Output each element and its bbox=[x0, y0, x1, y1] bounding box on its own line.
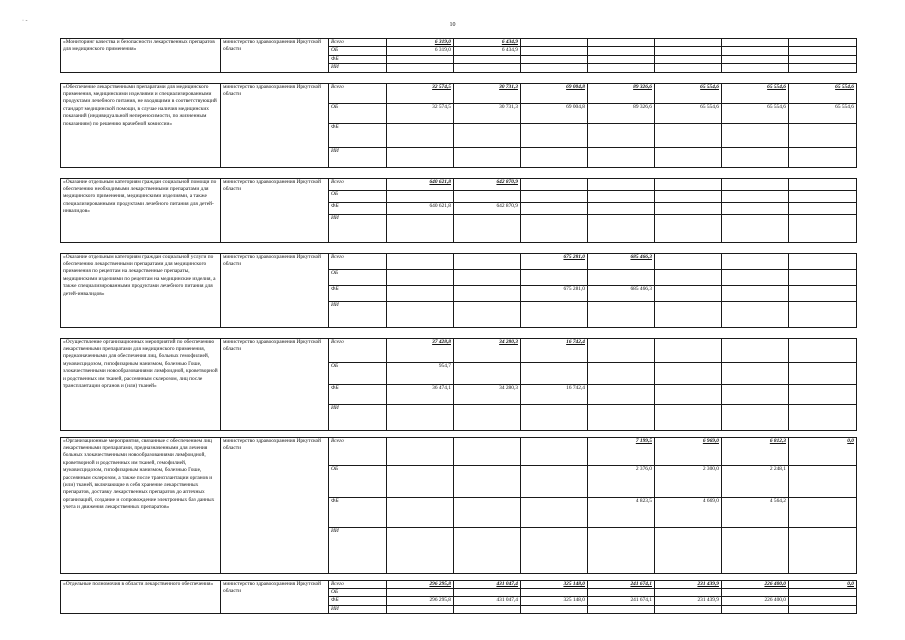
amount-cell: 296 295,8 bbox=[387, 580, 454, 588]
executor-name: министерство здравоохранения Иркутской области bbox=[221, 580, 329, 614]
amount-cell bbox=[789, 190, 857, 202]
amount-cell bbox=[387, 190, 454, 202]
amount-cell bbox=[722, 269, 789, 285]
funding-source: ФБ bbox=[329, 285, 387, 301]
amount-cell bbox=[521, 39, 588, 47]
amount-cell: 6 812,3 bbox=[722, 437, 789, 465]
amount-cell: 89 326,6 bbox=[588, 103, 655, 123]
funding-source: ИИ bbox=[329, 527, 387, 573]
amount-cell: 640 621,8 bbox=[387, 202, 454, 214]
amount-cell: 65 554,6 bbox=[789, 103, 857, 123]
amount-cell bbox=[722, 605, 789, 613]
block-separator bbox=[61, 430, 857, 437]
amount-cell bbox=[789, 147, 857, 167]
executor-name: министерство здравоохранения Иркутской области bbox=[221, 39, 329, 73]
amount-cell bbox=[588, 301, 655, 327]
amount-cell bbox=[722, 384, 789, 404]
funding-source: ИИ bbox=[329, 147, 387, 167]
amount-cell bbox=[521, 269, 588, 285]
amount-cell: 6 319,0 bbox=[387, 47, 454, 55]
amount-cell bbox=[655, 190, 722, 202]
amount-cell bbox=[588, 39, 655, 47]
amount-cell bbox=[521, 202, 588, 214]
amount-cell bbox=[454, 465, 521, 497]
table-row bbox=[61, 39, 857, 47]
amount-cell bbox=[588, 589, 655, 597]
funding-source: ОБ bbox=[329, 190, 387, 202]
measure-name: «Организационные мероприятия, связанные с обеспечением лиц лекарственными препаратами, предназначенными для лечения больных злокачественными новообразованиями лимфоидной, кроветворной и родственных им тканей, гемофилией, муковисцидозом, гипофизарным нанизмом, болезнью Гоше, рассеянным склерозом, а также после трансплантации органов и (или) тканей, включающие в себя хранение лекарственных препаратов, доставку лекарственных препаратов до аптечных организаций, создание и сопровождение электронных баз данных учета и движения лекарственных препаратов» bbox=[61, 437, 221, 573]
amount-cell bbox=[789, 123, 857, 147]
amount-cell bbox=[521, 497, 588, 527]
amount-cell: 241 674,1 bbox=[588, 580, 655, 588]
funding-source: ФБ bbox=[329, 497, 387, 527]
amount-cell bbox=[588, 404, 655, 430]
amount-cell bbox=[655, 527, 722, 573]
amount-cell bbox=[655, 269, 722, 285]
amount-cell: 6 434,9 bbox=[454, 47, 521, 55]
amount-cell bbox=[588, 190, 655, 202]
amount-cell bbox=[789, 384, 857, 404]
amount-cell bbox=[655, 47, 722, 55]
amount-cell bbox=[454, 497, 521, 527]
amount-cell: 4 564,2 bbox=[722, 497, 789, 527]
funding-source: ОБ bbox=[329, 269, 387, 285]
amount-cell bbox=[387, 527, 454, 573]
amount-cell: 69 004,8 bbox=[521, 83, 588, 103]
amount-cell bbox=[789, 253, 857, 269]
funding-source: Всего bbox=[329, 253, 387, 269]
amount-cell bbox=[521, 64, 588, 72]
amount-cell bbox=[454, 301, 521, 327]
amount-cell bbox=[387, 123, 454, 147]
amount-cell bbox=[722, 55, 789, 63]
amount-cell bbox=[789, 39, 857, 47]
amount-cell: 0,0 bbox=[789, 437, 857, 465]
budget-table bbox=[60, 38, 857, 614]
amount-cell bbox=[521, 437, 588, 465]
measure-name: «Отдельные полномочия в области лекарственного обеспечения» bbox=[61, 580, 221, 614]
amount-cell: 30 731,3 bbox=[454, 83, 521, 103]
executor-name: министерство здравоохранения Иркутской области bbox=[221, 338, 329, 430]
amount-cell bbox=[387, 269, 454, 285]
amount-cell bbox=[387, 497, 454, 527]
amount-cell: 16 742,4 bbox=[521, 384, 588, 404]
block-separator bbox=[61, 242, 857, 253]
amount-cell bbox=[454, 404, 521, 430]
amount-cell: 325 148,0 bbox=[521, 597, 588, 605]
amount-cell: 16 742,4 bbox=[521, 338, 588, 362]
funding-source: Всего bbox=[329, 338, 387, 362]
amount-cell: 296 295,8 bbox=[387, 597, 454, 605]
amount-cell: 6 969,0 bbox=[655, 437, 722, 465]
amount-cell bbox=[521, 404, 588, 430]
table-row bbox=[61, 178, 857, 190]
amount-cell: 231 439,9 bbox=[655, 597, 722, 605]
amount-cell: 6 434,9 bbox=[454, 39, 521, 47]
amount-cell bbox=[588, 527, 655, 573]
amount-cell bbox=[655, 384, 722, 404]
amount-cell bbox=[722, 64, 789, 72]
amount-cell bbox=[722, 123, 789, 147]
funding-source: ОБ bbox=[329, 465, 387, 497]
amount-cell bbox=[655, 301, 722, 327]
amount-cell bbox=[454, 55, 521, 63]
amount-cell bbox=[789, 589, 857, 597]
funding-source: ИИ bbox=[329, 64, 387, 72]
amount-cell bbox=[722, 147, 789, 167]
amount-cell bbox=[387, 301, 454, 327]
amount-cell bbox=[655, 605, 722, 613]
amount-cell: 675 281,0 bbox=[521, 253, 588, 269]
separator-cell bbox=[61, 430, 857, 437]
amount-cell bbox=[454, 253, 521, 269]
table-row bbox=[61, 83, 857, 103]
amount-cell: 241 674,1 bbox=[588, 597, 655, 605]
amount-cell bbox=[722, 202, 789, 214]
amount-cell: 0,0 bbox=[789, 580, 857, 588]
page-number: 10 bbox=[449, 22, 456, 28]
amount-cell bbox=[789, 64, 857, 72]
amount-cell bbox=[655, 39, 722, 47]
amount-cell bbox=[789, 497, 857, 527]
amount-cell bbox=[387, 253, 454, 269]
amount-cell bbox=[655, 362, 722, 384]
amount-cell bbox=[655, 285, 722, 301]
amount-cell: 4 669,0 bbox=[655, 497, 722, 527]
table-row bbox=[61, 580, 857, 588]
amount-cell bbox=[722, 47, 789, 55]
block-separator bbox=[61, 327, 857, 338]
amount-cell bbox=[387, 147, 454, 167]
amount-cell bbox=[655, 589, 722, 597]
amount-cell bbox=[521, 465, 588, 497]
amount-cell bbox=[655, 338, 722, 362]
amount-cell bbox=[521, 55, 588, 63]
amount-cell bbox=[454, 214, 521, 242]
funding-source: ИИ bbox=[329, 301, 387, 327]
amount-cell: 2 248,1 bbox=[722, 465, 789, 497]
amount-cell bbox=[789, 301, 857, 327]
executor-name: министерство здравоохранения Иркутской области bbox=[221, 83, 329, 167]
amount-cell bbox=[387, 285, 454, 301]
amount-cell bbox=[655, 178, 722, 190]
amount-cell bbox=[387, 605, 454, 613]
funding-source: Всего bbox=[329, 178, 387, 190]
amount-cell bbox=[789, 362, 857, 384]
amount-cell bbox=[789, 527, 857, 573]
amount-cell bbox=[655, 202, 722, 214]
amount-cell bbox=[454, 147, 521, 167]
amount-cell: 325 148,0 bbox=[521, 580, 588, 588]
amount-cell bbox=[789, 404, 857, 430]
amount-cell bbox=[521, 301, 588, 327]
table-row bbox=[61, 338, 857, 362]
amount-cell: 4 823,5 bbox=[588, 497, 655, 527]
measure-name: «Оказание отдельным категориям граждан социальной помощи по обеспечению необходимыми лекарственными препаратами для медицинского применения, медицинскими изделиями, а также специализированными продуктами лечебного питания для детей-инвалидов» bbox=[61, 178, 221, 242]
amount-cell bbox=[521, 362, 588, 384]
amount-cell: 431 047,4 bbox=[454, 597, 521, 605]
amount-cell bbox=[588, 362, 655, 384]
amount-cell: 2 376,0 bbox=[588, 465, 655, 497]
amount-cell bbox=[655, 55, 722, 63]
amount-cell bbox=[521, 214, 588, 242]
table-row bbox=[61, 253, 857, 269]
amount-cell bbox=[521, 527, 588, 573]
amount-cell: 65 554,6 bbox=[722, 103, 789, 123]
executor-name: министерство здравоохранения Иркутской области bbox=[221, 437, 329, 573]
amount-cell bbox=[588, 147, 655, 167]
funding-source: Всего bbox=[329, 437, 387, 465]
amount-cell bbox=[789, 202, 857, 214]
measure-name: «Осуществление организационных мероприятий по обеспечению лекарственными препаратами для медицинского применения, предназначенными для обеспечения лиц, больных гемофилией, муковисцидозом, гипофизарным нанизмом, болезнью Гоше, злокачественными новообразованиями лимфоидной, кроветворной и родственных им тканей, рассеянным склерозом, лиц после трансплантации органов и (или) тканей» bbox=[61, 338, 221, 430]
amount-cell bbox=[387, 465, 454, 497]
amount-cell bbox=[789, 605, 857, 613]
amount-cell bbox=[387, 404, 454, 430]
amount-cell: 65 554,6 bbox=[655, 103, 722, 123]
funding-source: ОБ bbox=[329, 589, 387, 597]
amount-cell bbox=[454, 362, 521, 384]
amount-cell bbox=[722, 39, 789, 47]
funding-source: Всего bbox=[329, 580, 387, 588]
amount-cell bbox=[655, 123, 722, 147]
amount-cell: 32 574,5 bbox=[387, 83, 454, 103]
amount-cell bbox=[588, 338, 655, 362]
amount-cell: 954,7 bbox=[387, 362, 454, 384]
amount-cell: 226 400,0 bbox=[722, 597, 789, 605]
amount-cell bbox=[655, 404, 722, 430]
amount-cell bbox=[387, 589, 454, 597]
amount-cell bbox=[387, 64, 454, 72]
amount-cell bbox=[588, 202, 655, 214]
amount-cell bbox=[588, 384, 655, 404]
block-separator bbox=[61, 167, 857, 178]
amount-cell: 34 280,3 bbox=[454, 384, 521, 404]
amount-cell bbox=[521, 123, 588, 147]
amount-cell bbox=[588, 47, 655, 55]
amount-cell: 34 280,3 bbox=[454, 338, 521, 362]
amount-cell: 431 047,4 bbox=[454, 580, 521, 588]
amount-cell bbox=[454, 437, 521, 465]
funding-source: ФБ bbox=[329, 597, 387, 605]
funding-source: ОБ bbox=[329, 362, 387, 384]
funding-source: ФБ bbox=[329, 202, 387, 214]
amount-cell: 36 474,1 bbox=[387, 384, 454, 404]
amount-cell bbox=[521, 589, 588, 597]
funding-source: ИИ bbox=[329, 214, 387, 242]
amount-cell bbox=[387, 437, 454, 465]
amount-cell bbox=[722, 404, 789, 430]
amount-cell bbox=[655, 253, 722, 269]
funding-source: ОБ bbox=[329, 103, 387, 123]
amount-cell bbox=[722, 301, 789, 327]
funding-source: Всего bbox=[329, 39, 387, 47]
funding-source: Всего bbox=[329, 83, 387, 103]
amount-cell: 685 466,3 bbox=[588, 285, 655, 301]
executor-name: министерство здравоохранения Иркутской области bbox=[221, 178, 329, 242]
amount-cell bbox=[454, 589, 521, 597]
measure-name: «Обеспечение лекарственными препаратами для медицинского применения, медицинскими изделиями и специализированными продуктами лечебного питания, не входящими в соответствующий стандарт медицинской помощи, в случае наличия медицинских показаний (индивидуальной непереносимости, по жизненным показаниям) по решению врачебной комиссии» bbox=[61, 83, 221, 167]
amount-cell: 32 574,5 bbox=[387, 103, 454, 123]
amount-cell bbox=[789, 178, 857, 190]
amount-cell: 675 281,0 bbox=[521, 285, 588, 301]
amount-cell bbox=[722, 190, 789, 202]
executor-name: министерство здравоохранения Иркутской области bbox=[221, 253, 329, 327]
amount-cell bbox=[521, 47, 588, 55]
amount-cell: 30 731,3 bbox=[454, 103, 521, 123]
amount-cell bbox=[789, 269, 857, 285]
scan-specks: · - bbox=[22, 18, 28, 24]
table-row bbox=[61, 437, 857, 465]
amount-cell bbox=[521, 605, 588, 613]
amount-cell: 89 326,6 bbox=[588, 83, 655, 103]
amount-cell: 65 554,6 bbox=[722, 83, 789, 103]
funding-source: ИИ bbox=[329, 605, 387, 613]
measure-name: «Оказание отдельным категориям граждан социальной услуги по обеспечению лекарственными препаратами для медицинского применения по рецептам на лекарственные препараты, медицинскими изделиями по рецептам на медицинские изделия, а также специализированными продуктами лечебного питания для детей-инвалидов» bbox=[61, 253, 221, 327]
amount-cell bbox=[722, 362, 789, 384]
amount-cell bbox=[789, 338, 857, 362]
amount-cell bbox=[387, 55, 454, 63]
block-separator bbox=[61, 72, 857, 83]
amount-cell bbox=[789, 214, 857, 242]
amount-cell bbox=[521, 147, 588, 167]
amount-cell bbox=[655, 147, 722, 167]
amount-cell: 37 428,8 bbox=[387, 338, 454, 362]
amount-cell bbox=[588, 178, 655, 190]
amount-cell bbox=[722, 253, 789, 269]
funding-source: ИИ bbox=[329, 404, 387, 430]
amount-cell bbox=[454, 285, 521, 301]
amount-cell: 2 300,0 bbox=[655, 465, 722, 497]
amount-cell bbox=[722, 589, 789, 597]
separator-cell bbox=[61, 72, 857, 83]
amount-cell bbox=[722, 178, 789, 190]
amount-cell bbox=[789, 465, 857, 497]
amount-cell bbox=[521, 190, 588, 202]
amount-cell: 69 004,8 bbox=[521, 103, 588, 123]
amount-cell bbox=[789, 285, 857, 301]
separator-cell bbox=[61, 573, 857, 580]
funding-source: ОБ bbox=[329, 47, 387, 55]
funding-source: ФБ bbox=[329, 55, 387, 63]
amount-cell: 642 870,9 bbox=[454, 202, 521, 214]
amount-cell: 7 199,5 bbox=[588, 437, 655, 465]
amount-cell bbox=[722, 527, 789, 573]
block-separator bbox=[61, 573, 857, 580]
amount-cell: 226 400,0 bbox=[722, 580, 789, 588]
amount-cell bbox=[789, 55, 857, 63]
amount-cell bbox=[454, 527, 521, 573]
measure-name: «Мониторинг качества и безопасности лекарственных препаратов для медицинского применения» bbox=[61, 39, 221, 73]
amount-cell bbox=[655, 214, 722, 242]
amount-cell bbox=[655, 64, 722, 72]
amount-cell bbox=[722, 285, 789, 301]
amount-cell: 6 319,0 bbox=[387, 39, 454, 47]
amount-cell bbox=[588, 214, 655, 242]
amount-cell bbox=[588, 605, 655, 613]
amount-cell: 640 621,8 bbox=[387, 178, 454, 190]
amount-cell: 231 439,9 bbox=[655, 580, 722, 588]
amount-cell bbox=[454, 190, 521, 202]
amount-cell: 685 466,3 bbox=[588, 253, 655, 269]
amount-cell bbox=[722, 214, 789, 242]
funding-source: ФБ bbox=[329, 384, 387, 404]
amount-cell bbox=[521, 178, 588, 190]
separator-cell bbox=[61, 167, 857, 178]
amount-cell bbox=[454, 605, 521, 613]
separator-cell bbox=[61, 327, 857, 338]
amount-cell bbox=[588, 269, 655, 285]
funding-source: ФБ bbox=[329, 123, 387, 147]
amount-cell bbox=[789, 47, 857, 55]
amount-cell: 642 870,9 bbox=[454, 178, 521, 190]
amount-cell: 65 554,6 bbox=[789, 83, 857, 103]
amount-cell bbox=[588, 55, 655, 63]
amount-cell bbox=[588, 123, 655, 147]
amount-cell bbox=[454, 123, 521, 147]
amount-cell bbox=[454, 64, 521, 72]
amount-cell bbox=[588, 64, 655, 72]
amount-cell: 65 554,6 bbox=[655, 83, 722, 103]
amount-cell bbox=[789, 597, 857, 605]
separator-cell bbox=[61, 242, 857, 253]
amount-cell bbox=[454, 269, 521, 285]
amount-cell bbox=[722, 338, 789, 362]
amount-cell bbox=[387, 214, 454, 242]
